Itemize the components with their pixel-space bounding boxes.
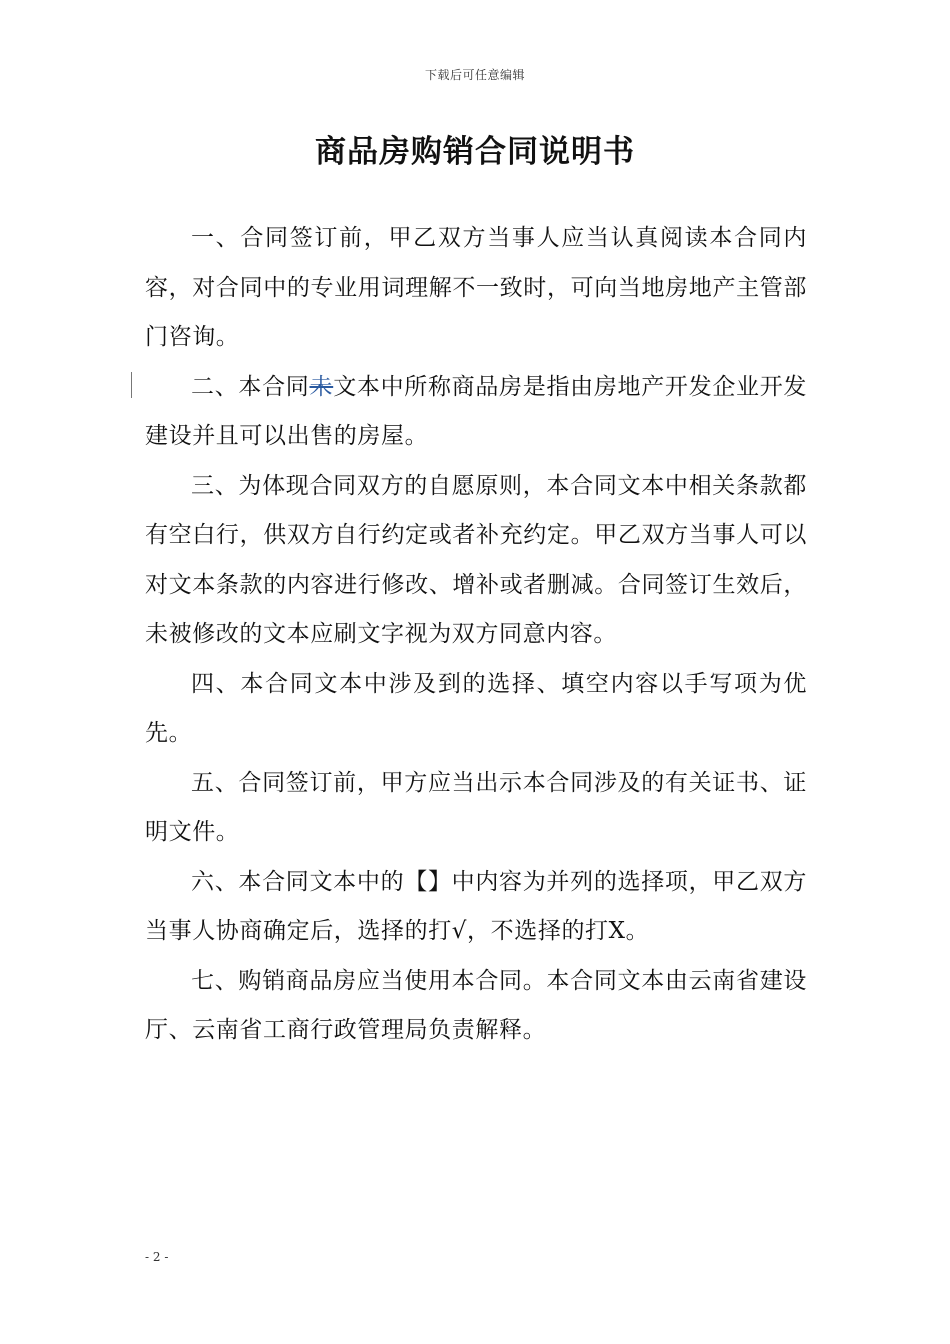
page-number: - 2 - xyxy=(145,1250,169,1264)
paragraph-2 xyxy=(145,363,807,462)
paragraph-2-start: 二、本合同 xyxy=(191,373,310,400)
document-body xyxy=(145,214,807,1056)
header-note: 下载后可任意编辑 xyxy=(424,68,525,82)
paragraph-6: 六、本合同文本中的【】中内容为并列的选择项，甲乙双方当事人协商确定后，选择的打√，不选择的打X。 xyxy=(145,868,807,944)
paragraph-4: 四、本合同文本中涉及到的选择、填空内容以手写项为优先。 xyxy=(145,670,807,746)
paragraph-3: 三、为体现合同双方的自愿原则，本合同文本中相关条款都有空白行，供双方自行约定或者补充约定。甲乙双方当事人可以对文本条款的内容进行修改、增补或者删减。合同签订生效后，未被修改的文本应刷文字视为双方同意内容。 xyxy=(145,472,807,647)
document-title: 商品房购销合同说明书 xyxy=(315,134,635,170)
paragraph-1: 一、合同签订前，甲乙双方当事人应当认真阅读本合同内容，对合同中的专业用词理解不一致时，可向当地房地产主管部门咨询。 xyxy=(145,225,807,350)
paragraph-2-end: 文本中所称商品房是指由房地产开发企业开发建设并且可以出售的房屋。 xyxy=(145,373,808,449)
deleted-text-revision: 未 xyxy=(309,373,334,400)
revision-change-bar xyxy=(131,372,132,398)
paragraph-5: 五、合同签订前，甲方应当出示本合同涉及的有关证书、证明文件。 xyxy=(145,769,807,845)
paragraph-7: 七、购销商品房应当使用本合同。本合同文本由云南省建设厅、云南省工商行政管理局负责解释。 xyxy=(145,967,807,1043)
